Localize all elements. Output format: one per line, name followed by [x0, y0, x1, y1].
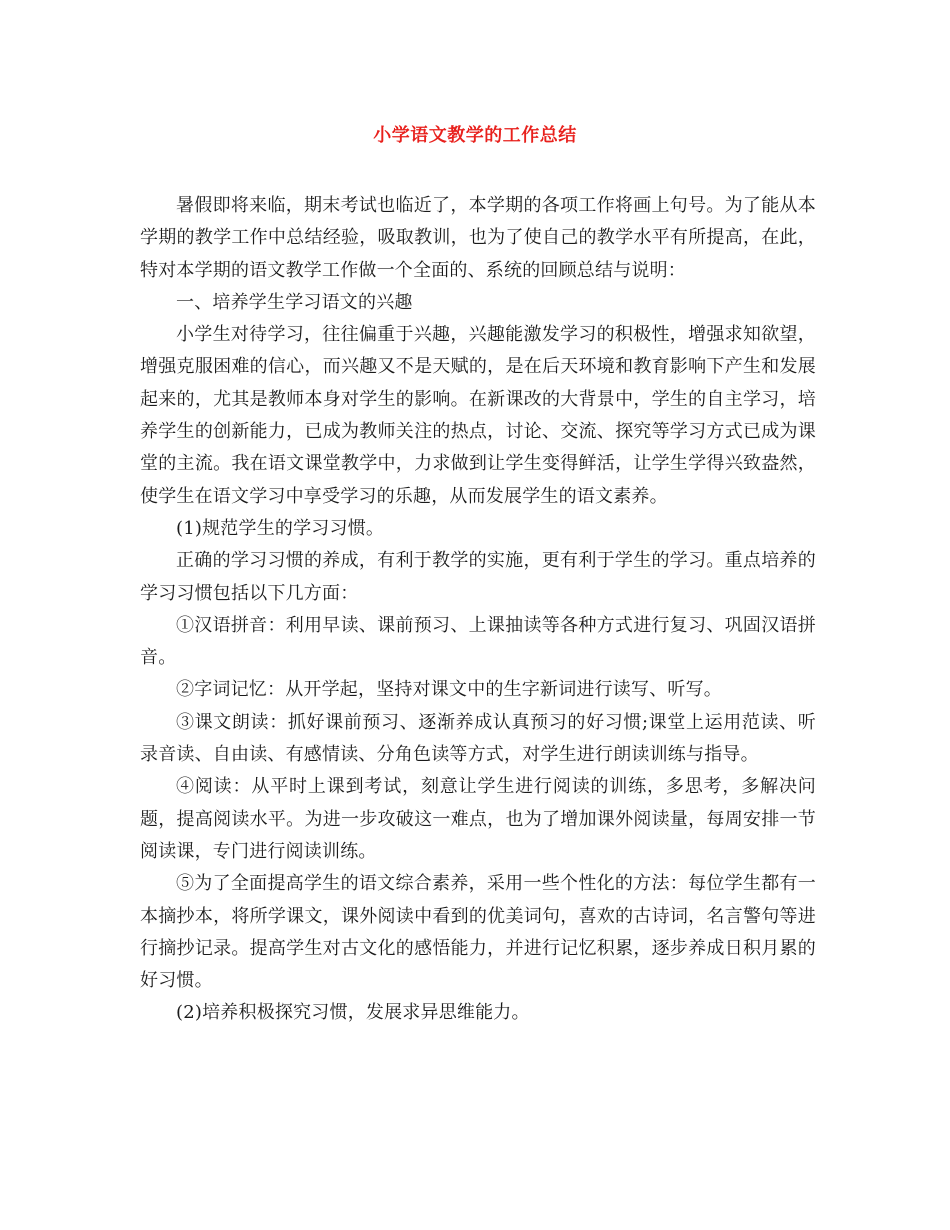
section-heading-1: 一、培养学生学习语文的兴趣 [176, 291, 413, 313]
subsection-heading-2: (2)培养积极探究习惯，发展求异思维能力。 [176, 1002, 530, 1024]
document-body [140, 190, 816, 1030]
list-item-excerpts: ⑤为了全面提高学生的语文综合素养，采用一些个性化的方法：每位学生都有一本摘抄本，将所学课文，课外阅读中看到的优美词句，喜欢的古诗词，名言警句等进行摘抄记录。提高学生对古文化的感悟能力，并进行记忆积累，逐步养成日积月累的好习惯。 [140, 873, 816, 992]
body-paragraph: 小学生对待学习，往往偏重于兴趣，兴趣能激发学习的积极性，增强求知欲望，增强克服困难的信心，而兴趣又不是天赋的，是在后天环境和教育影响下产生和发展起来的，尤其是教师本身对学生的影响。在新课改的大背景中，学生的自主学习，培养学生的创新能力，已成为教师关注的热点，讨论、交流、探究等学习方式已成为课堂的主流。我在语文课堂教学中，力求做到让学生变得鲜活，让学生学得兴致盎然，使学生在语文学习中享受学习的乐趣，从而发展学生的语文素养。 [140, 324, 816, 507]
document-title: 小学语文教学的工作总结 [373, 125, 577, 146]
intro-paragraph: 暑假即将来临，期末考试也临近了，本学期的各项工作将画上句号。为了能从本学期的教学工作中总结经验，吸取教训，也为了使自己的教学水平有所提高，在此，特对本学期的语文教学工作做一个全面的、系统的回顾总结与说明： [140, 195, 816, 281]
list-item-vocabulary: ②字词记忆：从开学起，坚持对课文中的生字新词进行读写、听写。 [176, 679, 722, 701]
subsection-heading-1: (1)规范学生的学习习惯。 [176, 517, 385, 539]
list-item-reading-aloud: ③课文朗读：抓好课前预习、逐渐养成认真预习的好习惯;课堂上运用范读、听录音读、自由读、有感情读、分角色读等方式，对学生进行朗读训练与指导。 [140, 711, 816, 766]
list-item-reading: ④阅读：从平时上课到考试，刻意让学生进行阅读的训练，多思考，多解决问题，提高阅读水平。为进一步攻破这一难点，也为了增加课外阅读量，每周安排一节阅读课，专门进行阅读训练。 [140, 776, 816, 862]
list-item-pinyin: ①汉语拼音：利用早读、课前预习、上课抽读等各种方式进行复习、巩固汉语拼音。 [140, 614, 816, 669]
body-paragraph: 正确的学习习惯的养成，有利于教学的实施，更有利于学生的学习。重点培养的学习习惯包括以下几方面： [140, 550, 816, 604]
